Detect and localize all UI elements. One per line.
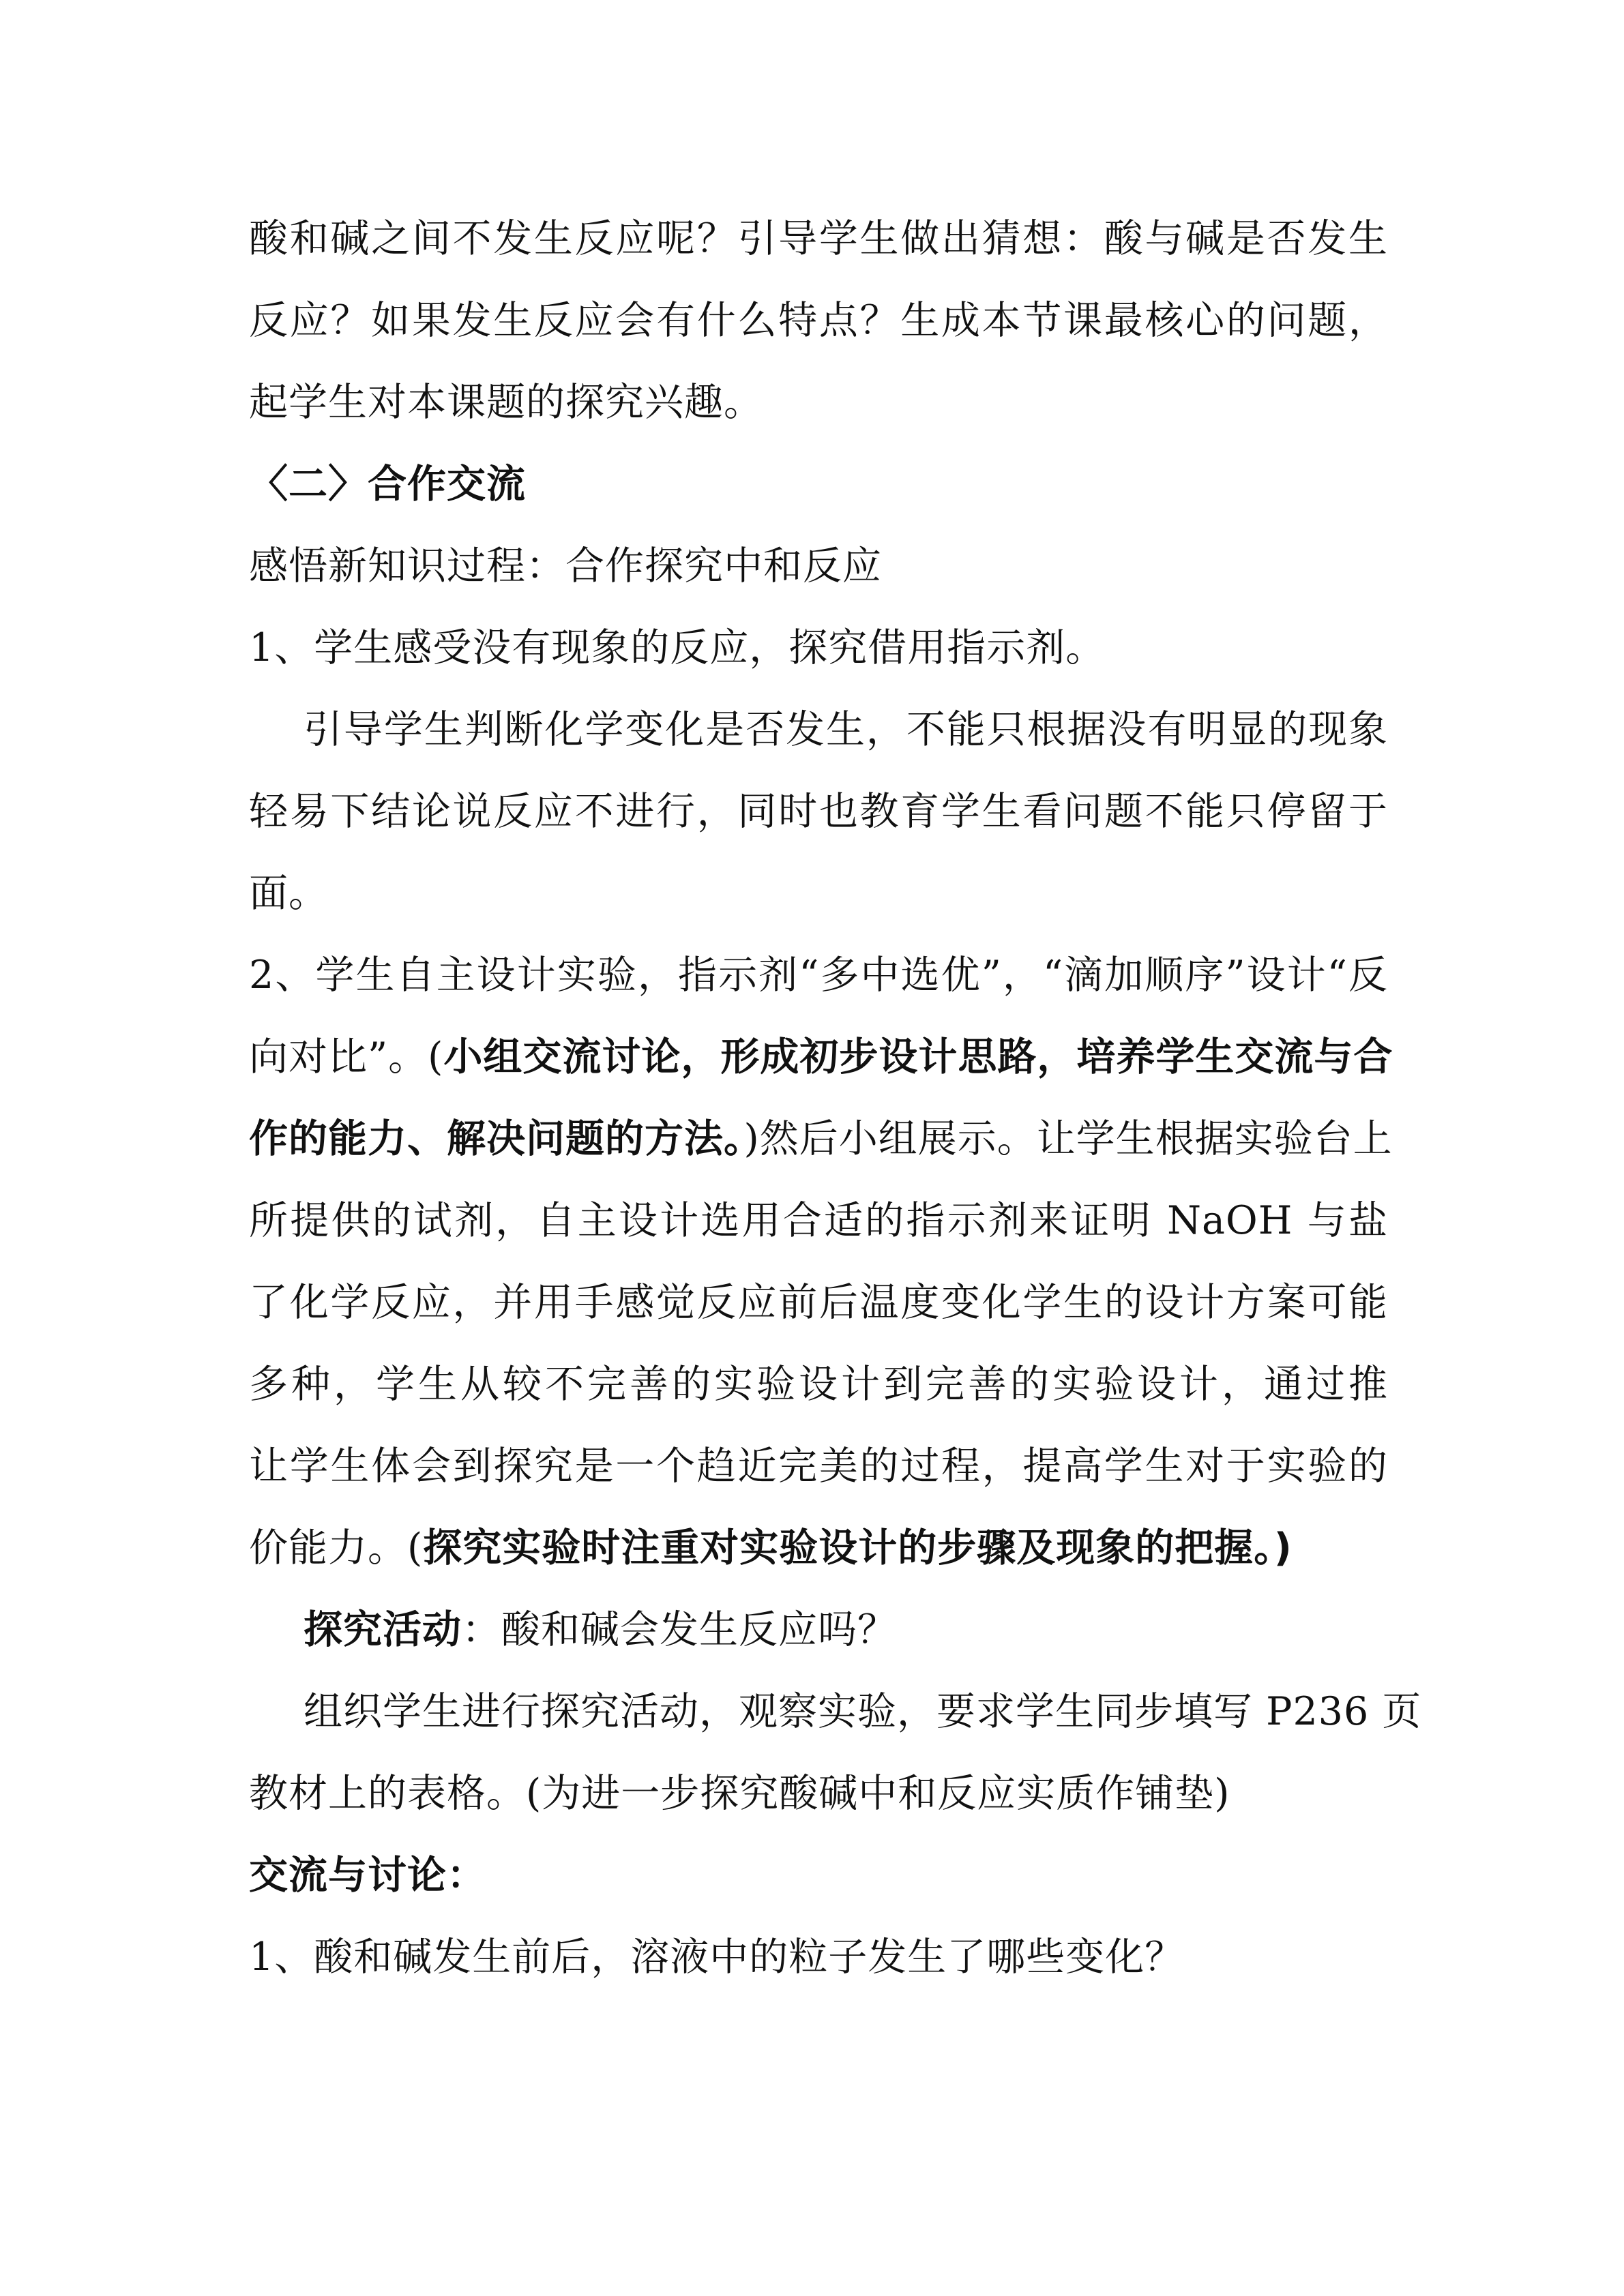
section-heading: 交流与讨论： [249, 1853, 486, 1898]
paragraph-line: 轻易下结论说反应不进行，同时也教育学生看问题不能只停留于 [249, 789, 1388, 834]
bold-text-span: 作的能力、解决问题的方法。 [249, 1116, 744, 1161]
text-span: 价能力。( [249, 1525, 424, 1570]
list-item: 1、学生感受没有现象的反应，探究借用指示剂。 [249, 625, 1106, 670]
paragraph-line: 酸和碱之间不发生反应呢？引导学生做出猜想：酸与碱是否发生 [249, 216, 1388, 261]
paragraph-line [249, 1589, 1388, 1671]
paragraph-line: 面。 [249, 871, 328, 916]
paragraph-line: 引导学生判断化学变化是否发生，不能只根据没有明显的现象 [304, 707, 1388, 752]
paragraph-line [249, 1016, 1393, 1098]
paragraph-line: 教材上的表格。(为进一步探究酸碱中和反应实质作铺垫) [249, 1771, 1230, 1816]
paragraph-line [249, 1507, 1388, 1589]
paragraph-line: 起学生对本课题的探究兴趣。 [249, 380, 763, 425]
text-span: 向对比”。( [249, 1034, 444, 1079]
paragraph-line: 了化学反应，并用手感觉反应前后温度变化学生的设计方案可能 [249, 1280, 1388, 1325]
paragraph-line: 组织学生进行探究活动，观察实验，要求学生同步填写 P236 页 [304, 1689, 1422, 1734]
paragraph-line [249, 1098, 1393, 1180]
paragraph-line: 多种，学生从较不完善的实验设计到完善的实验设计，通过推 [249, 1362, 1388, 1407]
document-page [249, 198, 1422, 1998]
paragraph-line: 反应？如果发生反应会有什么特点？生成本节课最核心的问题， [249, 298, 1388, 343]
list-item: 2、学生自主设计实验，指示剂“多中选优”，“滴加顺序”设计“反 [249, 953, 1388, 998]
text-span: )然后小组展示。让学生根据实验台上 [743, 1116, 1393, 1161]
list-item: 1、酸和碱发生前后，溶液中的粒子发生了哪些变化？ [249, 1935, 1185, 1980]
bold-text-span: 小组交流讨论，形成初步设计思路，培养学生交流与合 [443, 1034, 1393, 1079]
section-heading: 〈二〉合作交流 [249, 462, 526, 507]
text-span: ：酸和碱会发生反应吗？ [462, 1607, 897, 1652]
paragraph-line: 感悟新知识过程：合作探究中和反应 [249, 543, 882, 588]
paragraph-line: 所提供的试剂，自主设计选用合适的指示剂来证明 NaOH 与盐 [249, 1198, 1388, 1243]
bold-text-span: 探究活动 [304, 1607, 462, 1652]
bold-text-span: 探究实验时注重对实验设计的步骤及现象的把握。) [423, 1525, 1293, 1570]
paragraph-line: 让学生体会到探究是一个趋近完美的过程，提高学生对于实验的 [249, 1444, 1388, 1489]
